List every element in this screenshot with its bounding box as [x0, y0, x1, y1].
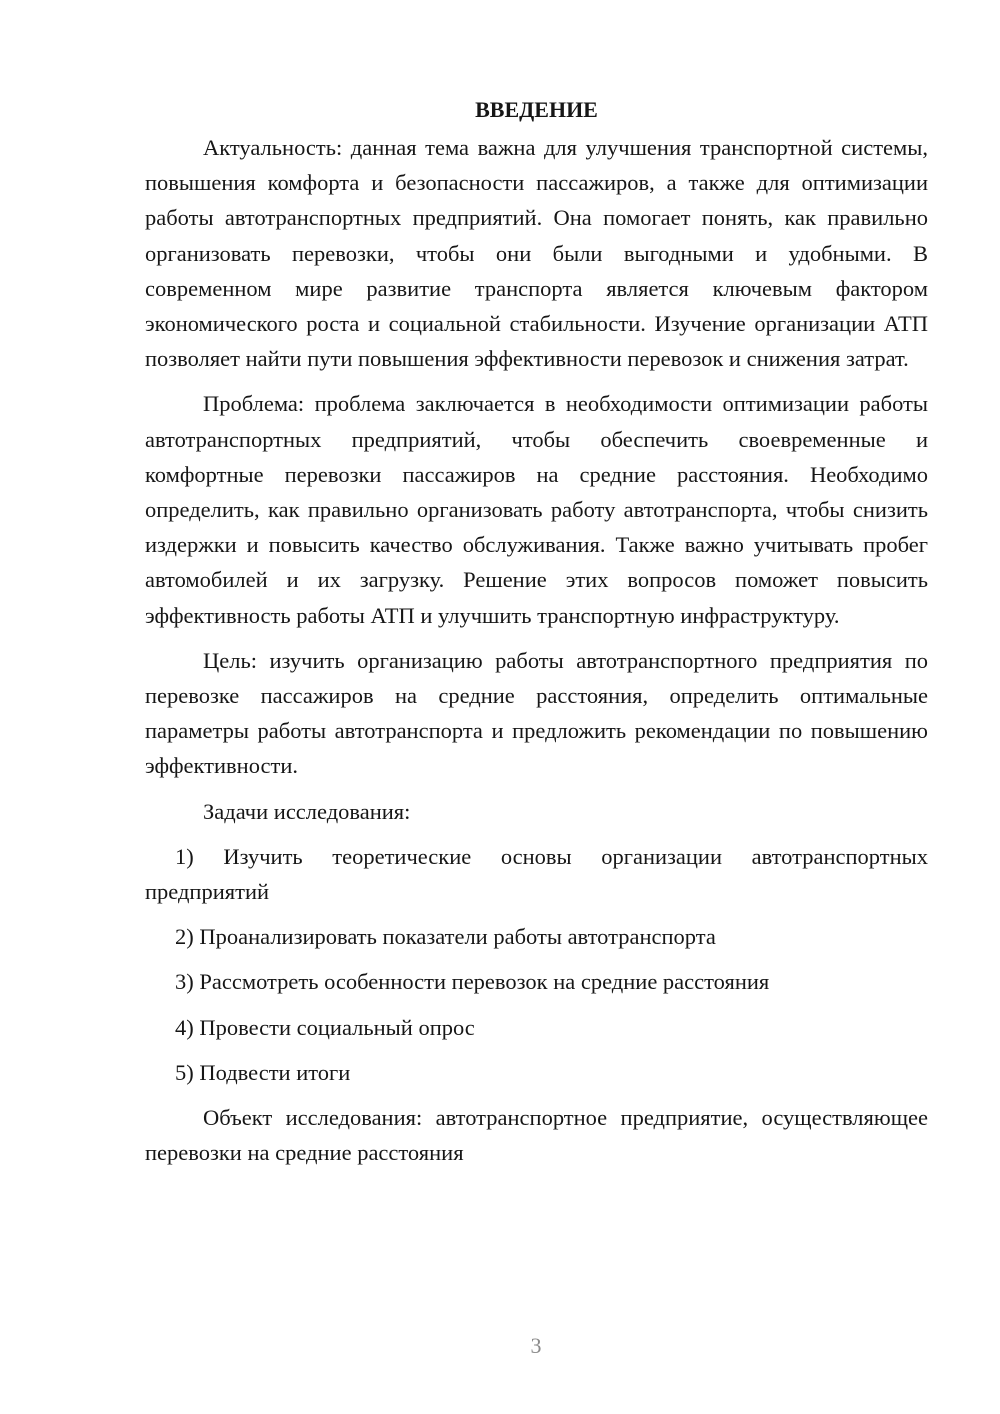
task-item-3: 3) Рассмотреть особенности перевозок на средние расстояния [175, 969, 770, 995]
task-item-4: 4) Провести социальный опрос [175, 1014, 475, 1040]
tasks-heading: Задачи исследования: [203, 798, 411, 824]
paragraph-relevance: Актуальность: данная тема важна для улучшения транспортной системы, повышения комфорта и безопасности пассажиров, а также для оптимизации работы автотранспортных предприятий. Она помогает понять, как правильно организовать перевозки, чтобы они были выгодными и удобными. В современном мире развитие транспорта является ключевым фактором экономического роста и социальной стабильности. Изучение организации АТП позволяет найти пути повышения эффективности перевозок и снижения затрат. [145, 135, 928, 372]
task-item-2: 2) Проанализировать показатели работы автотранспорта [175, 924, 716, 950]
task-item-1: 1) Изучить теоретические основы организации автотранспортных предприятий [145, 843, 928, 905]
paragraph-goal: Цель: изучить организацию работы автотранспортного предприятия по перевозке пассажиров на средние расстояния, определить оптимальные параметры работы автотранспорта и предложить рекомендации по повышению эффективности. [145, 647, 928, 779]
page-number: 3 [530, 1333, 542, 1358]
document-page [145, 92, 928, 1180]
page-title: ВВЕДЕНИЕ [475, 97, 598, 122]
paragraph-object: Объект исследования: автотранспортное предприятие, осуществляющее перевозки на средние расстояния [145, 1105, 928, 1166]
paragraph-problem: Проблема: проблема заключается в необходимости оптимизации работы автотранспортных предприятий, чтобы обеспечить своевременные и комфортные перевозки пассажиров на средние расстояния. Необходимо определить, как правильно организовать работу автотранспорта, чтобы снизить издержки и повысить качество обслуживания. Также важно учитывать пробег автомобилей и их загрузку. Решение этих вопросов поможет повысить эффективность работы АТП и улучшить транспортную инфраструктуру. [145, 391, 928, 628]
task-item-5: 5) Подвести итоги [175, 1059, 351, 1085]
